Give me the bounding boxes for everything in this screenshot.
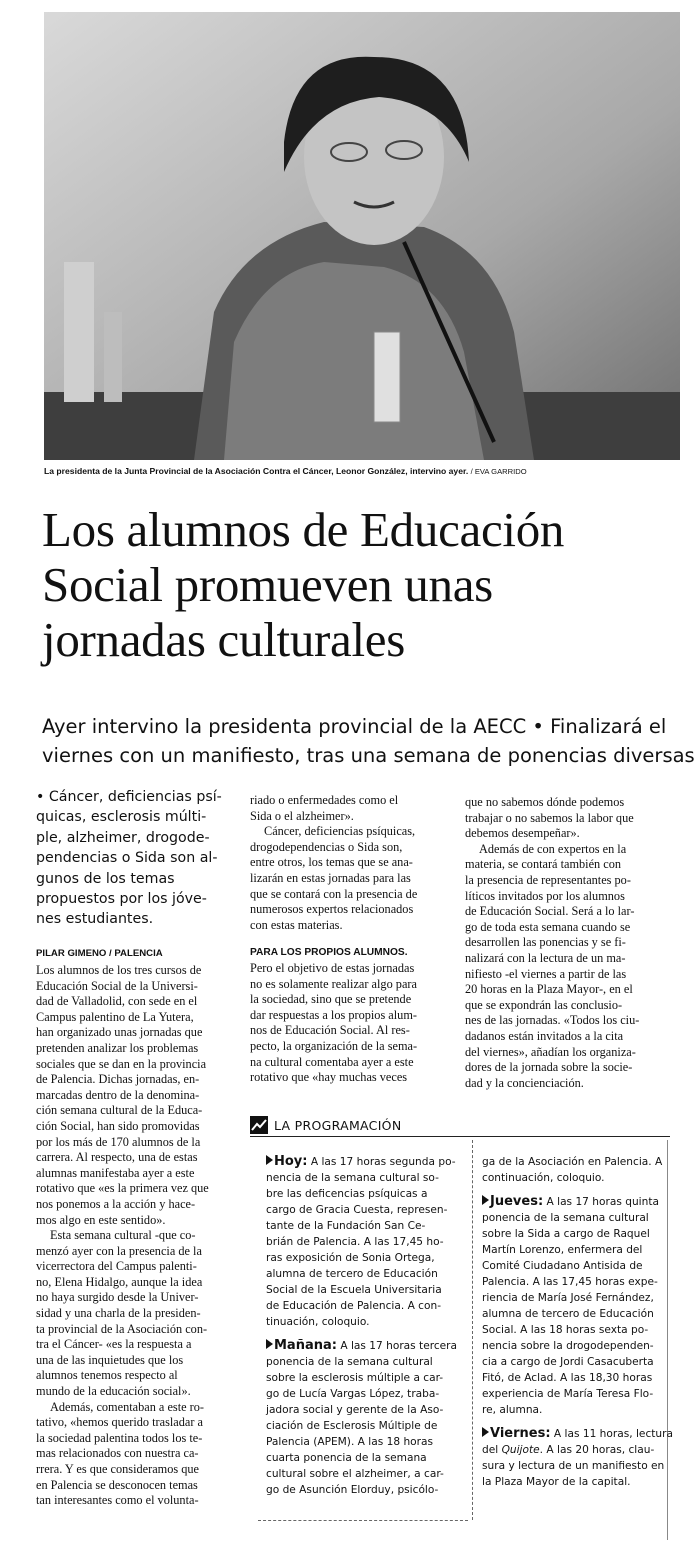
text-line: dar respuestas a los propios alum- xyxy=(250,1007,417,1022)
text-line: Cáncer, deficiencias psíquicas, xyxy=(264,824,416,839)
text-line: rrera. Y es que consideramos que xyxy=(36,1462,199,1476)
text-line: Esta semana cultural -que co- xyxy=(50,1228,196,1243)
day-label: Hoy: xyxy=(274,1154,308,1169)
programacion-column-1 xyxy=(266,1154,471,1498)
text-line: 20 horas en la Plaza Mayor-, en el xyxy=(465,982,633,997)
article-column-3 xyxy=(465,795,665,1091)
text-line: Social de la Escuela Universitaria xyxy=(266,1284,442,1296)
text-line: cia a cargo de Jordi Casacuberta xyxy=(482,1356,654,1368)
headline-line: Social promueven unas xyxy=(42,557,493,612)
text-line: sociales que se dan en la provincia xyxy=(36,1056,207,1071)
text-line: A las 17 horas tercera xyxy=(336,1340,458,1352)
paragraph xyxy=(36,1400,236,1509)
text-line: por los más de 170 alumnos de la xyxy=(36,1134,201,1149)
text-line: rotativo que «hay muchas veces xyxy=(250,1070,408,1085)
text-line: tan interesantes como el volunta- xyxy=(36,1493,199,1508)
text-line: Fitó, de Aclad. A las 18,30 horas xyxy=(482,1372,653,1384)
text-line: Los alumnos de los tres cursos de xyxy=(36,963,202,977)
text-line: debemos desempeñar». xyxy=(465,826,580,841)
paragraph xyxy=(36,963,236,1228)
text-line: ción semana cultural de la Educa- xyxy=(36,1103,203,1118)
text-line: líticos invitados por los alumnos xyxy=(465,888,625,903)
text-line: nalizará con la lectura de un ma- xyxy=(465,950,626,965)
text-line: la sociedad, sino que se pretende xyxy=(250,992,412,1007)
book-title: Quijote xyxy=(501,1444,540,1456)
text-line: pecto, la organización de la sema- xyxy=(250,1038,418,1053)
day-label: Viernes: xyxy=(490,1426,551,1441)
text-line: han organizado unas jornadas que xyxy=(36,1025,203,1040)
text-line: A las 17 horas segunda po- xyxy=(307,1156,456,1168)
day-label: Jueves: xyxy=(490,1194,544,1209)
text-line: jadora social y gerente de la Aso- xyxy=(266,1404,444,1416)
text-line: la sociedad palentina todos los te- xyxy=(36,1430,203,1445)
text-line: de Educación de Palencia. A con- xyxy=(266,1300,442,1312)
text-line: nos ponemos a la acción y hace- xyxy=(36,1196,196,1211)
paragraph xyxy=(250,793,450,824)
text-line: cultural sobre el alzheimer, a car- xyxy=(266,1468,444,1480)
lead-line: gunos de los temas xyxy=(36,870,175,887)
text-fragment: . A las 20 horas, clau- xyxy=(539,1444,655,1456)
text-line: sidad y una charla de la presiden- xyxy=(36,1306,201,1321)
text-line: de Palencia. Dichas jornadas, en- xyxy=(36,1072,200,1087)
byline: PILAR GIMENO / PALENCIA xyxy=(36,948,163,959)
text-line: nes de las jornadas. «Todos los ciu- xyxy=(465,1013,640,1028)
text-line: ción Social, han sido promovidas xyxy=(36,1118,200,1133)
headline-line: jornadas culturales xyxy=(42,612,406,667)
lead-line: propuestos por los jóve- xyxy=(36,891,207,908)
text-line: A las 17 horas quinta xyxy=(543,1196,659,1208)
text-line: Educación Social de la Universi- xyxy=(36,978,198,993)
text-line: marcadas dentro de la denomina- xyxy=(36,1087,200,1102)
text-line: mos algo en este sentido». xyxy=(36,1212,166,1227)
column-divider xyxy=(472,1140,473,1520)
photo-credit: / EVA GARRIDO xyxy=(470,467,527,476)
text-line: no, Elena Hidalgo, aunque la idea xyxy=(36,1274,203,1289)
text-line: tativo, «hemos querido trasladar a xyxy=(36,1415,203,1430)
text-line: una de las inquietudes que los xyxy=(36,1352,184,1367)
programacion-title: LA PROGRAMACIÓN xyxy=(274,1118,402,1133)
text-line: nos de Educación Social. Al res- xyxy=(250,1023,410,1038)
text-line: con estas materias. xyxy=(250,917,343,932)
programacion-header xyxy=(250,1116,670,1137)
text-line: mas relacionados con nuestra ca- xyxy=(36,1446,199,1461)
section-subtitle: PARA LOS PROPIOS ALUMNOS. xyxy=(250,947,408,959)
text-line: mundo de la educación social». xyxy=(36,1384,191,1399)
text-line: tante de la Fundación San Ce- xyxy=(266,1220,426,1232)
text-line: Palencia. A las 17,45 horas expe- xyxy=(482,1276,658,1288)
text-line: trabajar o no sabemos la labor que xyxy=(465,810,634,825)
text-line: menzó ayer con la presencia de la xyxy=(36,1243,202,1258)
text-line: Además de con expertos en la xyxy=(479,841,627,856)
text-line: pretenden analizar los problemas xyxy=(36,1040,199,1055)
article-column-2 xyxy=(250,793,450,1086)
text-line: de Educación Social. Será a lo lar- xyxy=(465,904,635,919)
text-line: en Palencia se desconocen temas xyxy=(36,1477,198,1492)
text-line: la presencia de representantes po- xyxy=(465,872,631,887)
text-line: cargo de Gracia Cuesta, represen- xyxy=(266,1204,448,1216)
headline-line: Los alumnos de Educación xyxy=(42,502,565,557)
news-photo xyxy=(44,12,680,460)
text-line: cuarta ponencia de la semana xyxy=(266,1452,427,1464)
text-line: que no sabemos dónde podemos xyxy=(465,795,625,809)
text-line: alumna de tercero de Educación xyxy=(266,1268,438,1280)
paragraph xyxy=(465,795,665,842)
text-line: no haya surgido desde la Univer- xyxy=(36,1290,199,1305)
triangle-bullet-icon xyxy=(482,1195,489,1205)
text-line: alumna de tercero de Educación xyxy=(482,1308,654,1320)
text-line: Comité Ciudadano Antisida de xyxy=(482,1260,643,1272)
triangle-bullet-icon xyxy=(266,1339,273,1349)
text-line: A las 11 horas, lectura xyxy=(550,1428,673,1440)
text-line: Además, comentaban a este ro- xyxy=(50,1399,204,1414)
text-line: lizarán en estas jornadas para las xyxy=(250,870,411,885)
text-line: nifiesto -el viernes a partir de las xyxy=(465,966,627,981)
text-line: go de toda esta semana cuando se xyxy=(465,919,631,934)
schedule-entry-hoy xyxy=(266,1154,471,1330)
text-line: ras exposición de Sonia Ortega, xyxy=(266,1252,435,1264)
schedule-entry-viernes xyxy=(482,1426,672,1490)
text-line: Sida o el alzheimer». xyxy=(250,808,354,823)
text-line: continuación, coloquio. xyxy=(482,1172,605,1184)
text-line: alumnos tenemos respecto al xyxy=(36,1368,178,1383)
text-line: dadanos están invitados a la cita xyxy=(465,1028,624,1043)
text-line: tinuación, coloquio. xyxy=(266,1316,370,1328)
caption-text: La presidenta de la Junta Provincial de la Asociación Contra el Cáncer, Leonor González, intervino ayer. xyxy=(44,466,469,476)
text-line: nencia de la semana cultural so- xyxy=(266,1172,439,1184)
article-column-1 xyxy=(36,963,236,1509)
text-line: brián de Palencia. A las 17,45 ho- xyxy=(266,1236,444,1248)
paragraph xyxy=(250,961,450,1086)
text-line: riado o enfermedades como el xyxy=(250,793,399,807)
subheadline xyxy=(42,712,695,770)
text-line: que se expondrán las conclusio- xyxy=(465,997,623,1012)
subhead-line: Ayer intervino la presidenta provincial de la AECC • Finalizará el xyxy=(42,715,667,738)
programacion-column-2 xyxy=(482,1154,672,1490)
lead-line: • Cáncer, deficiencias psí- xyxy=(36,789,222,805)
text-line: Martín Lorenzo, enfermera del xyxy=(482,1244,643,1256)
text-line: rotativo que «es la primera vez que xyxy=(36,1181,209,1196)
text-line: carrera. Al respecto, una de estas xyxy=(36,1150,198,1165)
headline xyxy=(42,502,682,667)
text-line: vicerrectora del Campus palenti- xyxy=(36,1259,197,1274)
text-line: dad y la concienciación. xyxy=(465,1075,584,1090)
text-line: Palencia (APEM). A las 18 horas xyxy=(266,1436,434,1448)
box-border xyxy=(258,1520,468,1521)
text-line: riencia de María José Fernández, xyxy=(482,1292,654,1304)
lead-line: quicas, esclerosis múlti- xyxy=(36,809,207,826)
text-line: tra el Cáncer- «es la respuesta a xyxy=(36,1337,192,1352)
text-line: del viernes», añadían los organiza- xyxy=(465,1044,636,1059)
text-line: experiencia de María Teresa Flo- xyxy=(482,1388,654,1400)
subhead-line: viernes con un manifiesto, tras una semana de ponencias diversas xyxy=(42,744,695,767)
text-line: ponencia de la semana cultural xyxy=(266,1356,433,1368)
text-line: drogodependencias o Sida son, xyxy=(250,839,403,854)
paragraph xyxy=(250,824,450,933)
text-line: nencia sobre la drogodependen- xyxy=(482,1340,654,1352)
text-line: ta provincial de la Asociación con- xyxy=(36,1321,208,1336)
text-line: entre otros, los temas que se ana- xyxy=(250,855,413,870)
lead-summary xyxy=(36,787,234,930)
text-line: go de Lucía Vargas López, traba- xyxy=(266,1388,440,1400)
text-line: go de Asunción Elorduy, psicólo- xyxy=(266,1484,439,1496)
text-line: numerosos expertos relacionados xyxy=(250,902,414,917)
text-line: alumnas manifestaba ayer a este xyxy=(36,1165,195,1180)
text-line: dores de la jornada sobre la socie- xyxy=(465,1060,633,1075)
text-line: sobre la Sida a cargo de Raquel xyxy=(482,1228,650,1240)
schedule-entry-continuation xyxy=(482,1154,672,1186)
chart-arrow-icon xyxy=(250,1116,268,1134)
text-line: no es solamente realizar algo para xyxy=(250,976,417,991)
schedule-entry-manana xyxy=(266,1338,471,1498)
text-line: Pero el objetivo de estas jornadas xyxy=(250,960,415,975)
text-line: bre las deficencias psíquicas a xyxy=(266,1188,428,1200)
text-line: sura y lectura de un manifiesto en xyxy=(482,1460,665,1472)
text-line: ga de la Asociación en Palencia. A xyxy=(482,1156,663,1168)
paragraph xyxy=(465,842,665,1092)
text-line: la Plaza Mayor de la capital. xyxy=(482,1476,631,1488)
text-line: desarrollen las ponencias y se fi- xyxy=(465,935,626,950)
text-line: que se contará con la presencia de xyxy=(250,886,418,901)
day-label: Mañana: xyxy=(274,1338,337,1353)
text-line: sobre la esclerosis múltiple a car- xyxy=(266,1372,444,1384)
text-line: Campus palentino de La Yutera, xyxy=(36,1009,194,1024)
lead-line: pendencias o Sida son al- xyxy=(36,850,218,867)
photo-caption xyxy=(44,466,684,476)
text-line: na cultural comentaba ayer a este xyxy=(250,1054,414,1069)
text-line: materia, se contará también con xyxy=(465,857,622,872)
lead-line: nes estudiantes. xyxy=(36,911,154,928)
triangle-bullet-icon xyxy=(482,1427,489,1437)
text-line: ponencia de la semana cultural xyxy=(482,1212,649,1224)
text-fragment: del xyxy=(482,1444,502,1456)
text-line: Social. A las 18 horas sexta po- xyxy=(482,1324,649,1336)
triangle-bullet-icon xyxy=(266,1155,273,1165)
text-line: ciación de Esclerosis Múltiple de xyxy=(266,1420,438,1432)
text-line: re, alumna. xyxy=(482,1404,543,1416)
schedule-entry-jueves xyxy=(482,1194,672,1418)
paragraph xyxy=(36,1228,236,1400)
lead-line: ple, alzheimer, drogode- xyxy=(36,829,210,846)
text-line: dad de Valladolid, con sede en el xyxy=(36,994,198,1009)
